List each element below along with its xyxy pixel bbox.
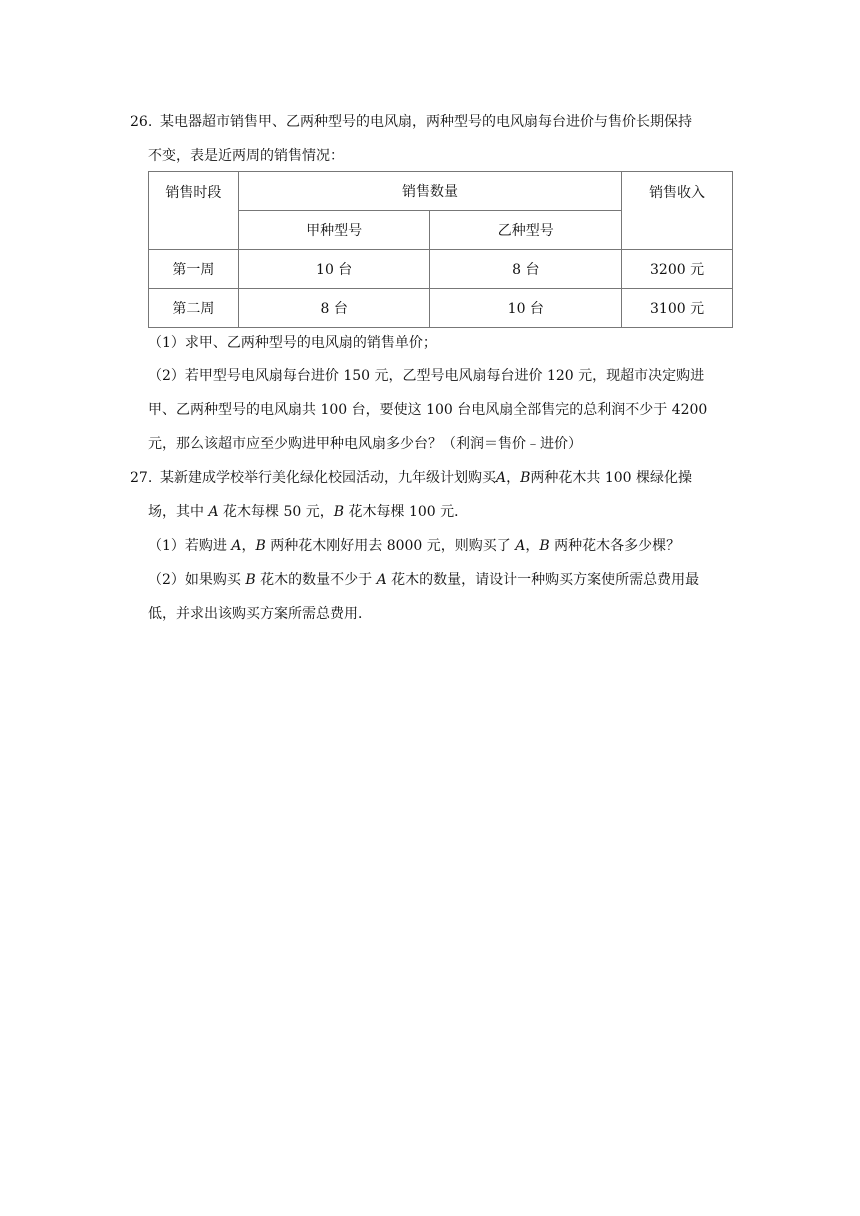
table-row — [149, 289, 733, 328]
header-period: 销售时段 — [149, 172, 239, 250]
question-26-part2-line2: 甲、乙两种型号的电风扇共 100 台，要使这 100 台电风扇全部售完的总利润不少于 4200 — [148, 402, 708, 418]
question-26-part2-line3: 元，那么该超市应至少购进甲种电风扇多少台？（利润＝售价﹣进价） — [148, 436, 582, 452]
table-row — [149, 250, 733, 289]
subheader-type-b: 乙种型号 — [430, 211, 622, 250]
question-27-part2-line2: 低，并求出该购买方案所需总费用． — [148, 606, 372, 622]
cell-type-b: 10 台 — [430, 289, 622, 328]
cell-revenue: 3100 元 — [622, 289, 733, 328]
question-27-part1: （1）若购进 A，B 两种花木刚好用去 8000 元，则购买了 A，B 两种花木各多少棵？ — [148, 538, 681, 554]
header-quantity: 销售数量 — [238, 172, 621, 211]
question-27-text-line2: 场，其中 A 花木每棵 50 元，B 花木每棵 100 元． — [148, 504, 469, 520]
question-26-text-line1: 某电器超市销售甲、乙两种型号的电风扇，两种型号的电风扇每台进价与售价长期保持 — [160, 114, 692, 130]
question-27-text-line1: 某新建成学校举行美化绿化校园活动，九年级计划购买A，B两种花木共 100 棵绿化操 — [160, 470, 693, 486]
header-revenue: 销售收入 — [622, 172, 733, 250]
sales-table — [148, 171, 733, 328]
cell-period: 第一周 — [149, 250, 239, 289]
question-27-part2-line1: （2）如果购买 B 花木的数量不少于 A 花木的数量，请设计一种购买方案使所需总费用最 — [148, 572, 700, 588]
cell-type-b: 8 台 — [430, 250, 622, 289]
question-26-part1: （1）求甲、乙两种型号的电风扇的销售单价； — [148, 335, 437, 351]
cell-revenue: 3200 元 — [622, 250, 733, 289]
question-26-part2-line1: （2）若甲型号电风扇每台进价 150 元，乙型号电风扇每台进价 120 元，现超市决定购进 — [148, 368, 705, 384]
table-header-row — [149, 172, 733, 211]
subheader-type-a: 甲种型号 — [238, 211, 430, 250]
question-26-text-line2: 不变，表是近两周的销售情况： — [148, 148, 344, 164]
question-27-number: 27. — [130, 470, 153, 486]
question-26-number: 26. — [130, 114, 153, 130]
cell-period: 第二周 — [149, 289, 239, 328]
cell-type-a: 8 台 — [238, 289, 430, 328]
cell-type-a: 10 台 — [238, 250, 430, 289]
